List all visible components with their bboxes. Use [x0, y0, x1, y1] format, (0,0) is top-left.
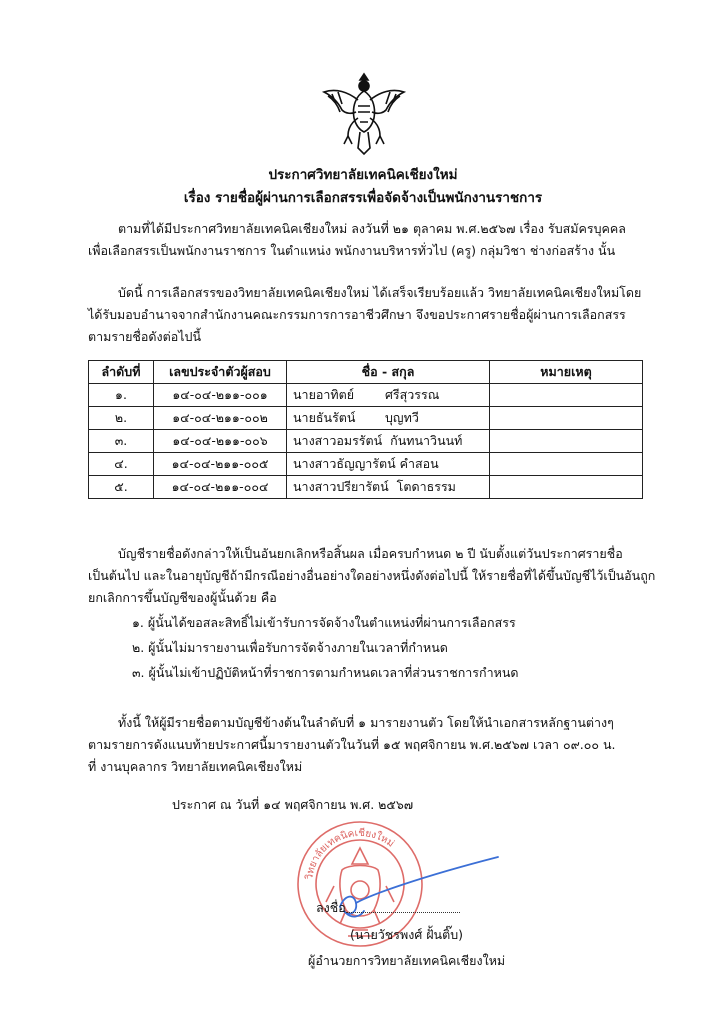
- cell-order: ๑.: [89, 384, 154, 407]
- paragraph-line: ตามรายการดังแนบท้ายประกาศนี้มารายงานตัวในวันที่ ๑๕ พฤศจิกายน พ.ศ.๒๕๖๗ เวลา ๐๙.๐๐ น.: [88, 737, 616, 752]
- cell-remark: [490, 453, 643, 476]
- table-row: [89, 407, 643, 430]
- cell-order: ๕.: [89, 476, 154, 499]
- cell-name: [287, 384, 490, 407]
- paragraph-line: ได้รับมอบอำนาจจากสำนักงานคณะกรรมการการอาชีวศึกษา จึงขอประกาศรายชื่อผู้ผ่านการเลือกสรร: [88, 307, 626, 322]
- cell-order: ๒.: [89, 407, 154, 430]
- given-name: นางสาวอมรรัตน์: [293, 433, 383, 448]
- cell-remark: [490, 384, 643, 407]
- paragraph-intro: [88, 218, 660, 262]
- cell-name: [287, 407, 490, 430]
- cell-remark: [490, 407, 643, 430]
- cell-exam-id: ๑๔-๐๔-๒๑๑-๐๐๖: [154, 430, 287, 453]
- paragraph-validity: [88, 543, 660, 609]
- signature-label: ลงชื่อ: [316, 900, 346, 915]
- paragraph-report: [88, 712, 660, 778]
- cell-exam-id: ๑๔-๐๔-๒๑๑-๐๐๒: [154, 407, 287, 430]
- paragraph-line: ตามรายชื่อดังต่อไปนี้: [88, 329, 202, 344]
- column-header-remark: หมายเหตุ: [490, 361, 643, 384]
- cell-order: ๔.: [89, 453, 154, 476]
- column-header-exam-id: เลขประจำตัวผู้สอบ: [154, 361, 287, 384]
- table-row: [89, 430, 643, 453]
- cell-exam-id: ๑๔-๐๔-๒๑๑-๐๐๑: [154, 384, 287, 407]
- table-row: [89, 453, 643, 476]
- given-name: นายอาทิตย์: [293, 387, 355, 402]
- given-name: นางสาวปรียารัตน์: [293, 479, 389, 494]
- paragraph-line: ยกเลิกการขึ้นบัญชีของผู้นั้นด้วย คือ: [88, 590, 277, 605]
- cell-exam-id: ๑๔-๐๔-๒๑๑-๐๐๔: [154, 476, 287, 499]
- cell-exam-id: ๑๔-๐๔-๒๑๑-๐๐๕: [154, 453, 287, 476]
- signer-name: (นายวัชรพงศ์ ฝั้นติ๊บ): [350, 927, 464, 942]
- paragraph-line: ทั้งนี้ ให้ผู้มีรายชื่อตามบัญชีข้างต้นในลำดับที่ ๑ มารายงานตัว โดยให้นำเอกสารหลักฐานต่างๆ: [118, 715, 614, 730]
- condition-item: ๓. ผู้นั้นไม่เข้าปฏิบัติหน้าที่ราชการตามกำหนดเวลาที่ส่วนราชการกำหนด: [132, 665, 519, 680]
- document-title: ประกาศวิทยาลัยเทคนิคเชียงใหม่: [268, 167, 458, 183]
- paragraph-line: เพื่อเลือกสรรเป็นพนักงานราชการ ในตำแหน่ง พนักงานบริหารทั่วไป (ครู) กลุ่มวิชา ช่างก่อสร้าง นั้น: [88, 243, 616, 258]
- cell-name: [287, 430, 490, 453]
- family-name: โตดาธรรม: [396, 479, 456, 494]
- table-row: [89, 476, 643, 499]
- cell-order: ๓.: [89, 430, 154, 453]
- cell-remark: [490, 476, 643, 499]
- column-header-name: ชื่อ - สกุล: [287, 361, 490, 384]
- cell-remark: [490, 430, 643, 453]
- paragraph-line: เป็นต้นไป และในอายุบัญชีถ้ามีกรณีอย่างอื่นอย่างใดอย่างหนึ่งดังต่อไปนี้ ให้รายชื่อที่ได้ขึ้นบัญชีไว้เป็นอันถูก: [88, 568, 656, 583]
- document-subject: เรื่อง รายชื่อผู้ผ่านการเลือกสรรเพื่อจัดจ้างเป็นพนักงานราชการ: [183, 190, 543, 206]
- cell-name: [287, 476, 490, 499]
- condition-item: ๑. ผู้นั้นได้ขอสละสิทธิ์ไม่เข้ารับการจัดจ้างในตำแหน่งที่ผ่านการเลือกสรร: [132, 615, 516, 630]
- paragraph-line: ที่ งานบุคลากร วิทยาลัยเทคนิคเชียงใหม่: [88, 759, 303, 774]
- family-name: กันทนาวินนท์: [390, 433, 463, 448]
- announce-date: ประกาศ ณ วันที่ ๑๔ พฤศจิกายน พ.ศ. ๒๕๖๗: [172, 797, 414, 812]
- table-header-row: [89, 361, 643, 384]
- family-name: ศรีสุวรรณ: [385, 387, 440, 402]
- column-header-order: ลำดับที่: [89, 361, 154, 384]
- given-name: นางสาวธัญญารัตน์: [293, 456, 396, 471]
- table-row: [89, 384, 643, 407]
- seal-text: วิทยาลัยเทคนิคเชียงใหม่: [304, 827, 396, 881]
- garuda-emblem-icon: [318, 66, 410, 158]
- family-name: คำสอน: [399, 456, 439, 471]
- signer-position: ผู้อำนวยการวิทยาลัยเทคนิคเชียงใหม่: [308, 953, 506, 968]
- candidate-table: [88, 360, 643, 499]
- cell-name: [287, 453, 490, 476]
- paragraph-line: ตามที่ได้มีประกาศวิทยาลัยเทคนิคเชียงใหม่ ลงวันที่ ๒๑ ตุลาคม พ.ศ.๒๕๖๗ เรื่อง รับสมัครบุคคล: [118, 221, 626, 236]
- family-name: บุญทวี: [385, 410, 419, 425]
- given-name: นายธันรัตน์: [293, 410, 356, 425]
- paragraph-line: บัดนี้ การเลือกสรรของวิทยาลัยเทคนิคเชียงใหม่ ได้เสร็จเรียบร้อยแล้ว วิทยาลัยเทคนิคเชียงใหม่โดย: [118, 285, 642, 300]
- paragraph-result: [88, 282, 660, 348]
- handwritten-signature: [330, 855, 500, 925]
- signature-line: [346, 912, 460, 913]
- paragraph-line: บัญชีรายชื่อดังกล่าวให้เป็นอันยกเลิกหรือสิ้นผล เมื่อครบกำหนด ๒ ปี นับตั้งแต่วันประกาศรายชื่อ: [118, 546, 623, 561]
- condition-item: ๒. ผู้นั้นไม่มารายงานเพื่อรับการจัดจ้างภายในเวลาที่กำหนด: [132, 640, 448, 655]
